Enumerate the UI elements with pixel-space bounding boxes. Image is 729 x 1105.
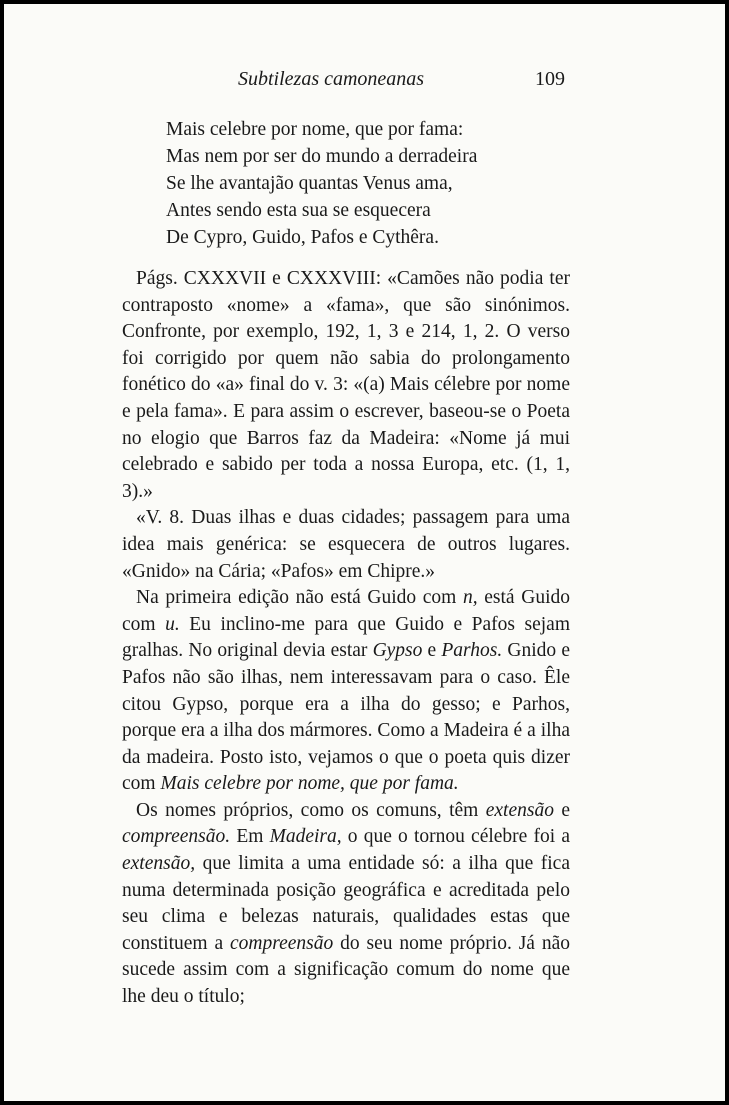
page-header <box>4 64 725 94</box>
verse-line: De Cypro, Guido, Pafos e Cythêra. <box>166 227 439 248</box>
paragraph-proper-names: Os nomes próprios, como os comuns, têm extensão e compreensão. Em Madeira, o que o tornou célebre foi a extensão, que limita a uma entidade só: a ilha que fica numa determinada posição geográfica e acreditada pelo seu clima e belezas naturais, qualidades estas que constituem a compreensão do seu nome próprio. Já não sucede assim com a significação comum do nome que lhe deu o título; <box>122 799 571 1008</box>
verse-line: Antes sendo esta sua se esquecera <box>166 200 431 221</box>
verse-line: Se lhe avantajão quantas Venus ama, <box>166 173 453 194</box>
running-title: Subtilezas camoneanas <box>238 68 425 90</box>
verse-line: Mais celebre por nome, que por fama: <box>166 119 464 140</box>
page-number: 109 <box>535 68 565 90</box>
paragraph-pages-commentary: Págs. CXXXVII e CXXXVIII: «Camões não podia ter contraposto «nome» a «fama», que são sinónimos. Confronte, por exemplo, 192, 1, 3 e 214, 1, 2. O verso foi corrigido por quem não sabia do prolongamento fonético do «a» final do v. 3: «(a) Mais célebre por nome e pela fama». E para assim o escrever, baseou-se o Poeta no elogio que Barros faz da Madeira: «Nome já mui celebrado e sabido per toda a nossa Europa, etc. (1, 1, 3).» <box>122 268 570 502</box>
body-text <box>122 266 570 1011</box>
verse-line: Mas nem por ser do mundo a derradeira <box>166 146 478 167</box>
verse-quotation <box>166 116 477 251</box>
paragraph-first-edition: Na primeira edição não está Guido com n, está Guido com u. Eu inclino-me para que Guido e Pafos sejam gralhas. No original devia estar Gypso e Parhos. Gnido e Pafos não são ilhas, nem interessavam para o caso. Êle citou Gypso, porque era a ilha do gesso; e Parhos, porque era a ilha dos mármores. Como a Madeira é a ilha da madeira. Posto isto, vejamos o que o poeta quis dizer com Mais celebre por nome, que por fama. <box>122 587 571 795</box>
paragraph-verse-8: «V. 8. Duas ilhas e duas cidades; passagem para uma idea mais genérica: se esquecera de outros lugares. «Gnido» na Cária; «Pafos» em Chipre.» <box>122 507 570 582</box>
